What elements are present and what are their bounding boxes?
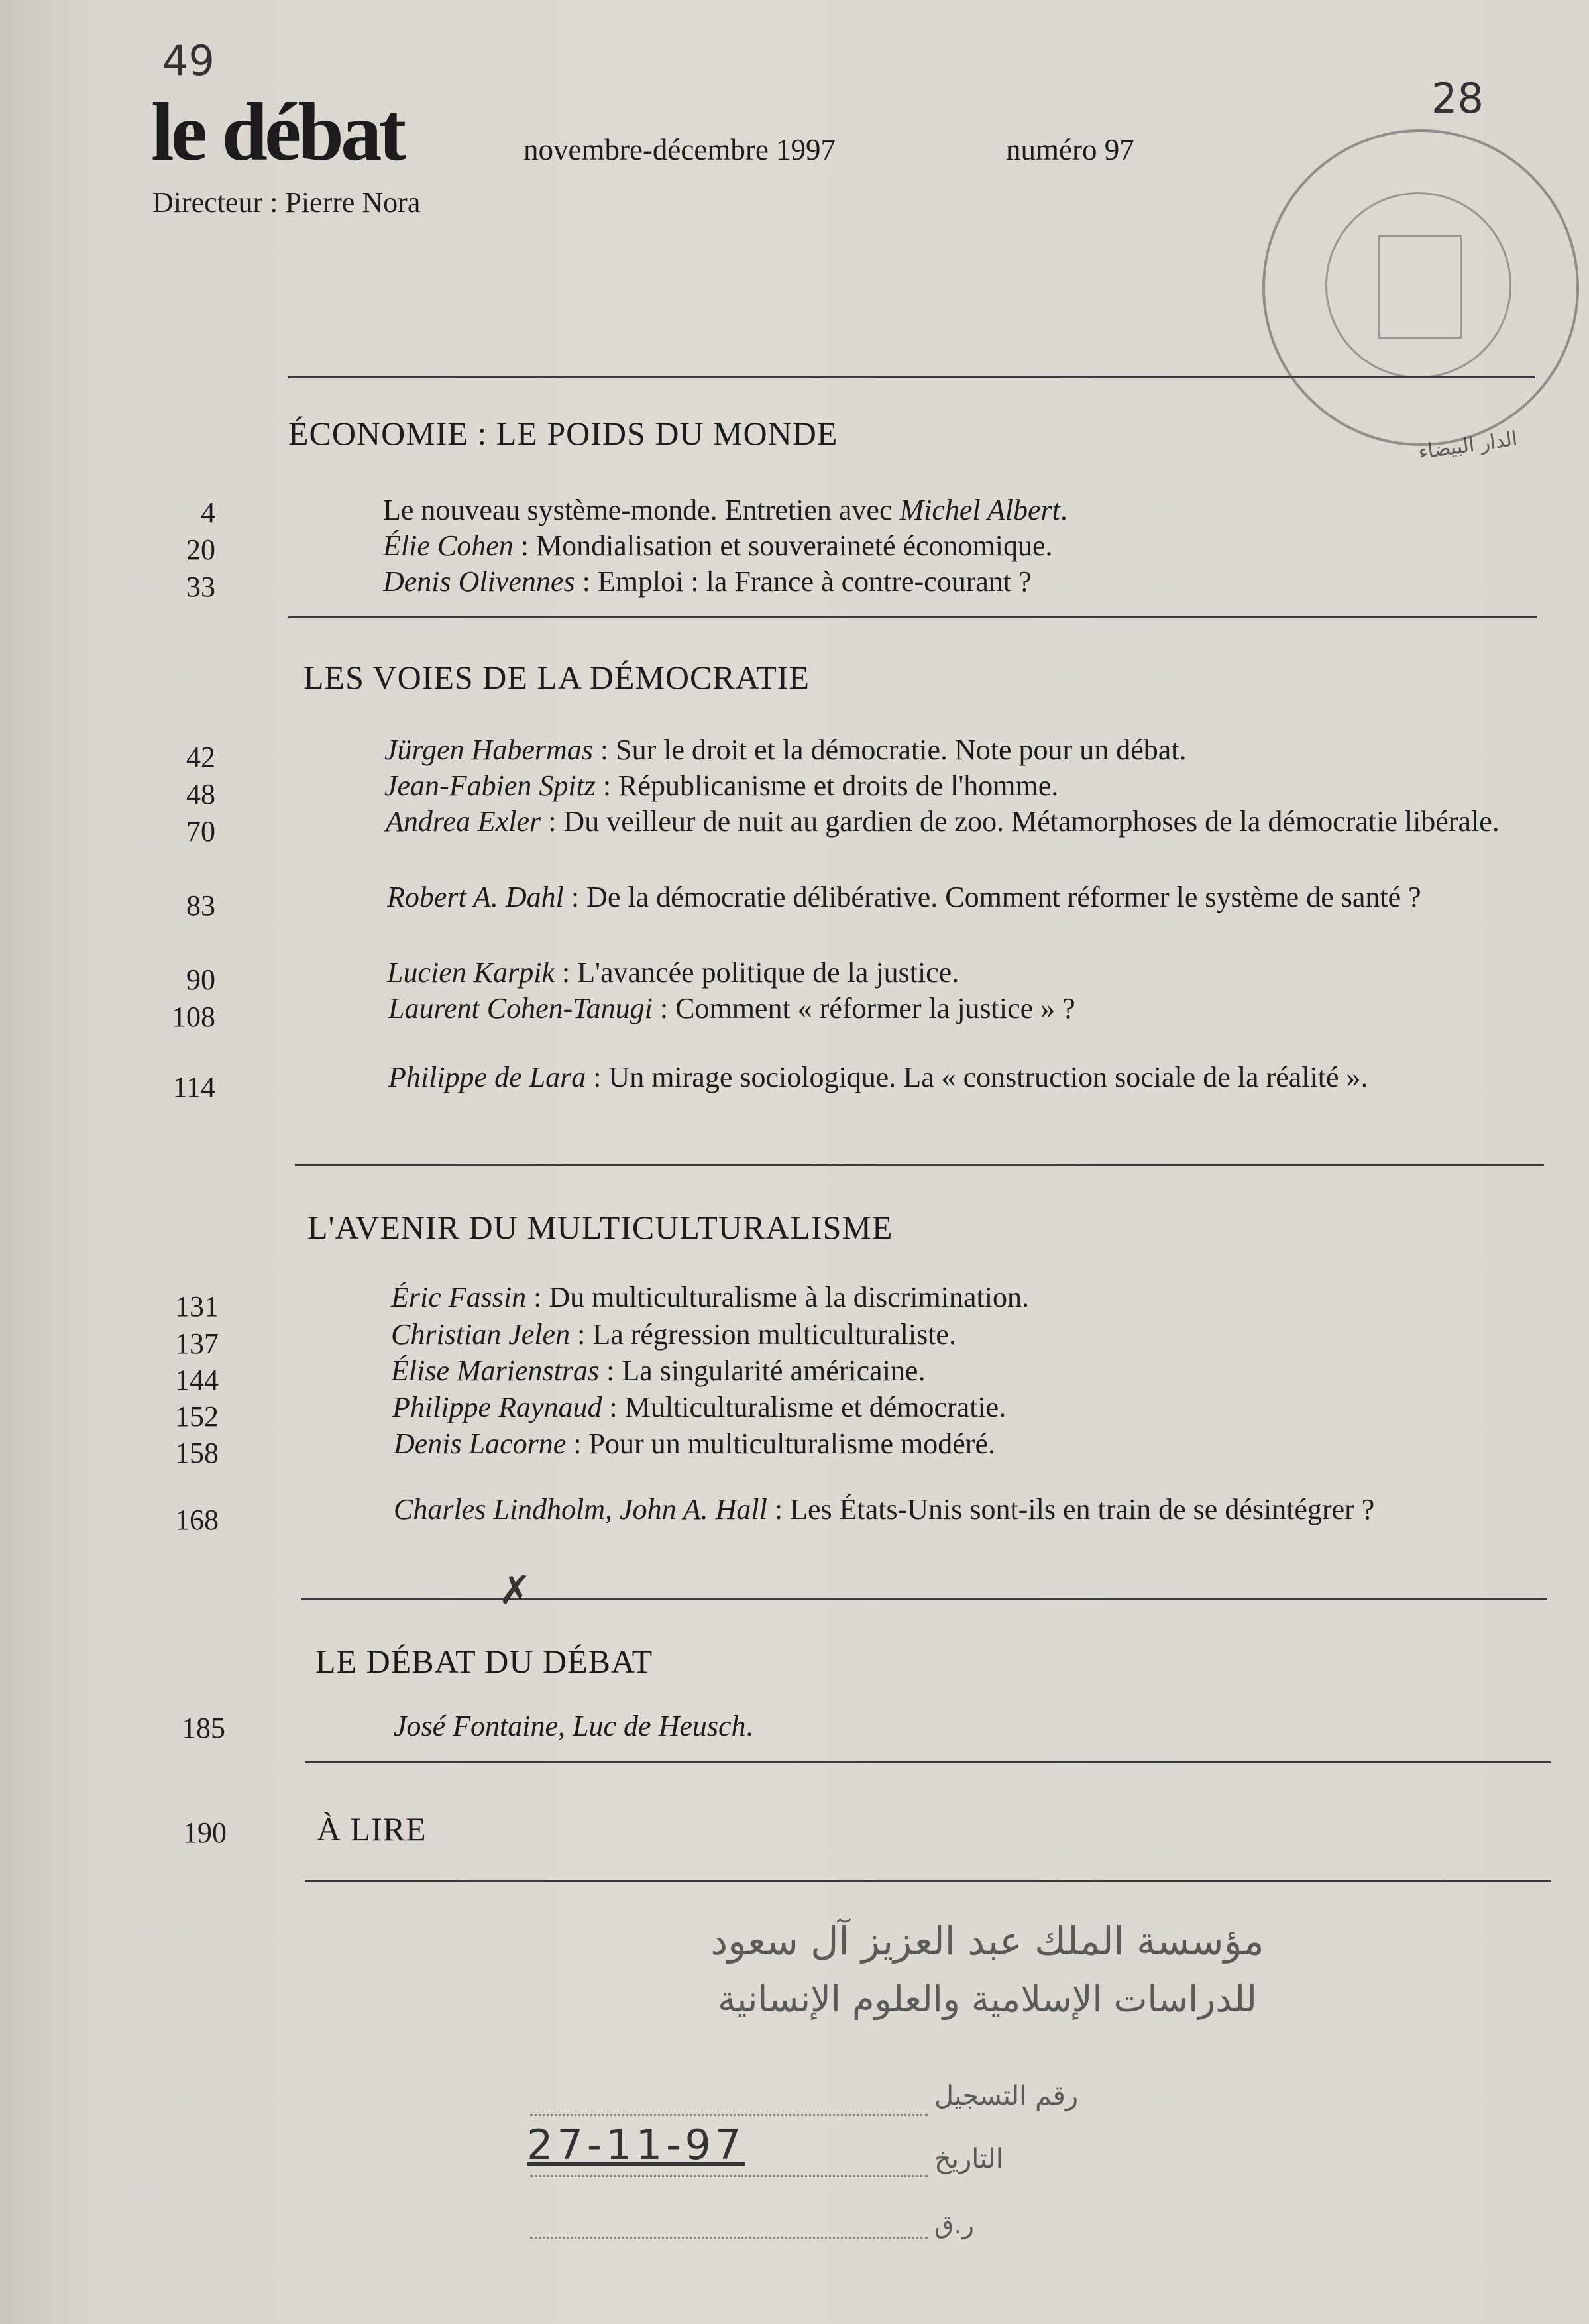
page-number: 90 [186, 964, 215, 996]
registration-date-label: التاريخ [934, 2144, 1003, 2174]
library-stamp-text: الدار البيضاء [1417, 427, 1519, 465]
page-number: 137 [175, 1327, 219, 1360]
page-number: 83 [186, 889, 215, 922]
magazine-title: le débat [151, 87, 404, 178]
page-number: 20 [186, 533, 215, 566]
entry-author: Christian Jelen [391, 1318, 571, 1351]
handwritten-number-right: 28 [1431, 74, 1484, 123]
entry-author: Philippe de Lara [388, 1061, 586, 1093]
toc-entry[interactable] [387, 954, 1547, 991]
toc-entry[interactable] [394, 1425, 1553, 1463]
entry-text: : Emploi : la France à contre-courant ? [575, 565, 1032, 598]
page-number: 48 [186, 778, 215, 810]
check-mark-icon: ✗ [498, 1567, 532, 1614]
entry-text: : Les États-Unis sont-ils en train de se désintégrer ? [767, 1493, 1375, 1525]
entry-author: Jean-Fabien Spitz [384, 769, 596, 802]
toc-entry[interactable] [383, 527, 1543, 565]
rule-after-debat-du-debat [305, 1761, 1551, 1763]
entry-text: : Multiculturalisme et démocratie. [602, 1391, 1007, 1423]
entry-text: : Sur le droit et la démocratie. Note pour un débat. [592, 734, 1187, 766]
entry-author: Robert A. Dahl [387, 881, 564, 913]
page-number: 152 [175, 1400, 219, 1433]
page-number: 185 [182, 1712, 225, 1744]
entry-text: : L'avancée politique de la justice. [554, 956, 959, 989]
toc-entry[interactable] [384, 732, 1544, 769]
registration-third-line [530, 2237, 928, 2239]
rule-after-democratie [295, 1164, 1544, 1166]
entry-suffix: . [745, 1710, 753, 1742]
entry-text: : Pour un multiculturalisme modéré. [566, 1427, 995, 1460]
entry-author: Laurent Cohen-Tanugi [388, 992, 653, 1024]
registration-third-label: ر.ق [934, 2210, 974, 2239]
entry-author: Éric Fassin [391, 1281, 527, 1313]
section-title: LES VOIES DE LA DÉMOCRATIE [303, 659, 810, 696]
registration-date-line [530, 2175, 928, 2177]
entry-author: Lucien Karpik [387, 956, 555, 989]
issue-number: numéro 97 [1006, 133, 1134, 166]
issue-date: novembre-décembre 1997 [523, 133, 836, 166]
page-number: 131 [175, 1290, 219, 1323]
toc-entry[interactable] [394, 1708, 1553, 1745]
rule-after-a-lire [305, 1880, 1551, 1882]
entry-text: : Républicanisme et droits de l'homme. [595, 769, 1059, 802]
entry-author: Denis Lacorne [394, 1427, 567, 1460]
toc-entry[interactable] [383, 492, 1543, 529]
entry-text: : Mondialisation et souveraineté économique. [513, 529, 1053, 562]
toc-entry[interactable] [391, 1353, 1551, 1390]
entry-author: Michel Albert [899, 494, 1060, 526]
entry-text: : La singularité américaine. [599, 1355, 926, 1387]
entry-author: Élise Marienstras [391, 1355, 600, 1387]
handwritten-number-left: 49 [162, 36, 215, 85]
toc-entry[interactable] [388, 1059, 1541, 1096]
entry-text: Le nouveau système-monde. Entretien avec [383, 494, 900, 526]
page-number: 190 [183, 1816, 227, 1849]
page-number: 168 [175, 1504, 219, 1536]
entry-author: Andrea Exler [386, 805, 541, 838]
section-title: LE DÉBAT DU DÉBAT [315, 1643, 653, 1680]
page-number: 70 [186, 815, 215, 848]
registration-number-line [530, 2114, 928, 2116]
entry-author: José Fontaine, Luc de Heusch [394, 1710, 746, 1742]
entry-author: Denis Olivennes [383, 565, 575, 598]
toc-entry[interactable] [391, 1316, 1551, 1353]
toc-entry[interactable] [391, 1279, 1551, 1316]
toc-entry[interactable] [386, 803, 1537, 840]
page-number: 42 [186, 741, 215, 773]
registration-number-label: رقم التسجيل [934, 2081, 1079, 2111]
entry-text: : Du veilleur de nuit au gardien de zoo. Métamorphoses de la démocratie libérale. [541, 805, 1500, 838]
page-number: 4 [201, 496, 215, 529]
toc-entry[interactable] [394, 1491, 1547, 1528]
entry-author: Jürgen Habermas [384, 734, 593, 766]
entry-text: : La régression multiculturaliste. [570, 1318, 956, 1351]
rule-top [288, 376, 1535, 378]
entry-author: Philippe Raynaud [392, 1391, 602, 1423]
entry-author: Élie Cohen [383, 529, 514, 562]
rule-after-economie [288, 616, 1537, 618]
entry-text: : De la démocratie délibérative. Comment réformer le système de santé ? [563, 881, 1421, 913]
page-number: 144 [175, 1364, 219, 1396]
entry-text: : Un mirage sociologique. La « construction sociale de la réalité ». [586, 1061, 1368, 1093]
director-line: Directeur : Pierre Nora [152, 186, 421, 219]
section-title: ÉCONOMIE : LE POIDS DU MONDE [288, 415, 838, 452]
toc-entry[interactable] [392, 1389, 1552, 1426]
registration-stamp-line2: للدراسات الإسلامية والعلوم الإنسانية [718, 1978, 1257, 2020]
entry-author: Charles Lindholm, John A. Hall [394, 1493, 767, 1525]
rule-after-multiculturalisme [301, 1598, 1547, 1600]
page-number: 33 [186, 571, 215, 603]
toc-entry[interactable] [388, 990, 1548, 1027]
section-title: L'AVENIR DU MULTICULTURALISME [307, 1209, 893, 1246]
toc-entry[interactable] [384, 767, 1544, 804]
toc-entry[interactable] [383, 563, 1543, 600]
section-title: À LIRE [317, 1810, 427, 1848]
registration-stamp-line1: مؤسسة الملك عبد العزيز آل سعود [710, 1918, 1264, 1964]
page-number: 108 [172, 1001, 215, 1033]
page-number: 114 [172, 1071, 215, 1103]
registration-date-value: 27-11-97 [527, 2121, 745, 2169]
entry-text: : Du multiculturalisme à la discrimination. [526, 1281, 1029, 1313]
library-stamp-emblem [1378, 235, 1462, 339]
entry-text: : Comment « réformer la justice » ? [652, 992, 1075, 1024]
entry-suffix: . [1060, 494, 1068, 526]
page-number: 158 [175, 1437, 219, 1469]
toc-entry[interactable] [387, 879, 1539, 916]
